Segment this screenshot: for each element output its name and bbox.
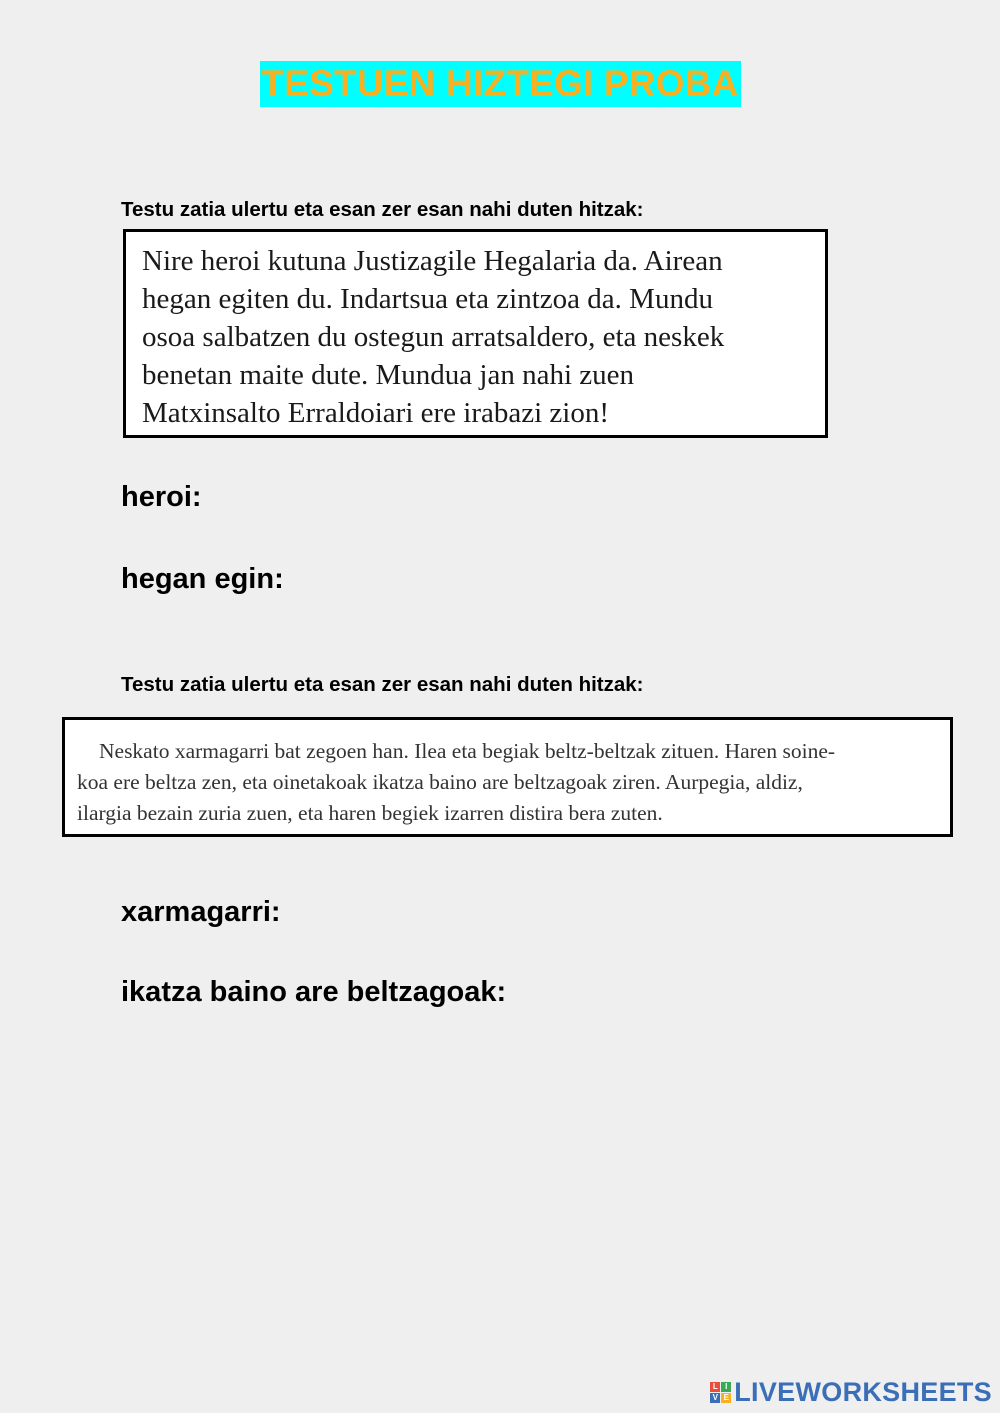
passage-line: benetan maite dute. Mundua jan nahi zuen — [142, 359, 635, 391]
logo-text: LIVEWORKSHEETS — [734, 1376, 992, 1407]
logo-letter: E — [721, 1393, 731, 1403]
passage-line: Neskato xarmagarri bat zegoen han. Ilea eta begiak beltz-beltzak zituen. Haren soine- — [99, 739, 836, 763]
section2-instruction: Testu zatia ulertu eta esan zer esan nahi duten hitzak: — [121, 673, 644, 696]
section2-passage — [62, 717, 953, 837]
passage-line: Matxinsalto Erraldoiari ere irabazi zion! — [142, 397, 610, 429]
logo-letter: V — [710, 1393, 720, 1403]
logo-icon — [710, 1382, 731, 1403]
vocab-item-hegan-egin: hegan egin: — [121, 563, 284, 595]
passage-line: hegan egiten du. Indartsua eta zintzoa da. Mundu — [142, 283, 713, 315]
liveworksheets-logo[interactable] — [710, 1377, 992, 1407]
passage-line: osoa salbatzen du ostegun arratsaldero, eta neskek — [142, 321, 725, 353]
passage-line: Nire heroi kutuna Justizagile Hegalaria da. Airean — [142, 245, 723, 277]
passage-line: ilargia bezain zuria zuen, eta haren begiek izarren distira bera zuten. — [77, 801, 663, 825]
vocab-item-xarmagarri: xarmagarri: — [121, 896, 281, 928]
logo-letter: I — [721, 1382, 731, 1392]
page-title: TESTUEN HIZTEGI PROBA — [260, 61, 741, 107]
section1-passage — [123, 229, 828, 438]
section1-instruction: Testu zatia ulertu eta esan zer esan nahi duten hitzak: — [121, 198, 644, 221]
passage-line: koa ere beltza zen, eta oinetakoak ikatza baino are beltzagoak ziren. Aurpegia, aldiz, — [77, 770, 803, 794]
logo-letter: L — [710, 1382, 720, 1392]
title-wrapper — [0, 61, 1000, 107]
vocab-item-ikatza: ikatza baino are beltzagoak: — [121, 976, 507, 1008]
vocab-item-heroi: heroi: — [121, 481, 202, 513]
